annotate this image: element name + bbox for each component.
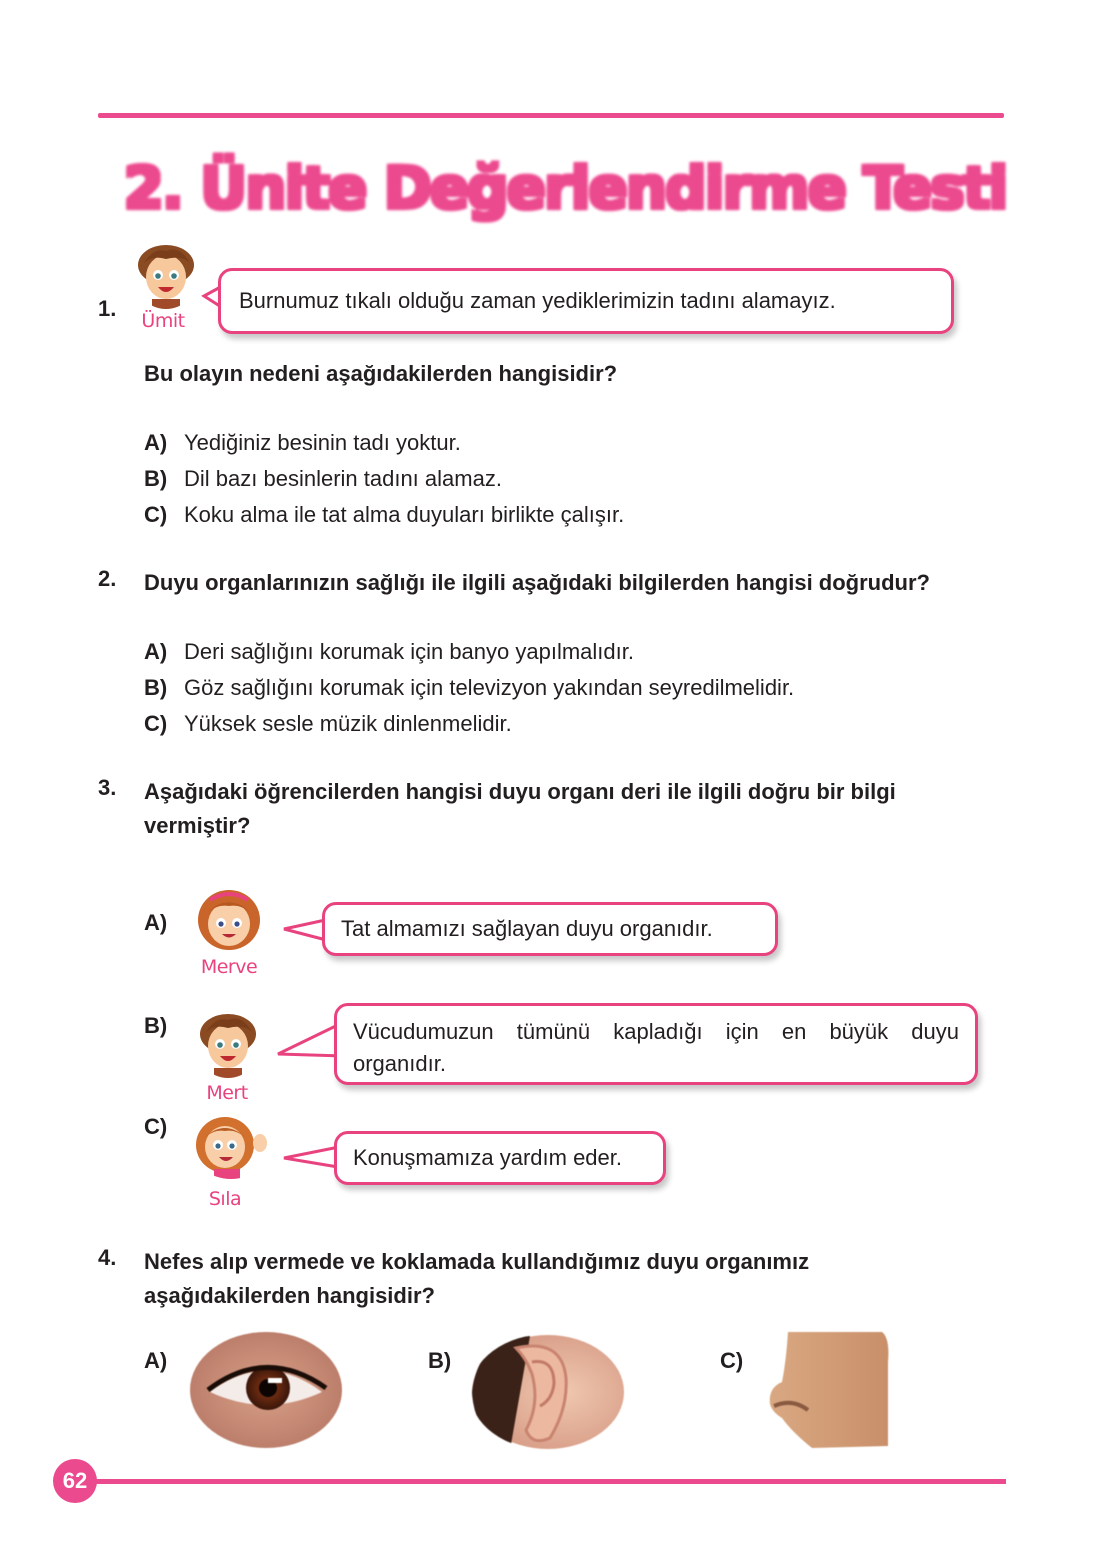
speech-bubble-merve bbox=[322, 902, 778, 956]
question-4-number: 4. bbox=[98, 1245, 117, 1270]
speaker-name-sila: Sıla bbox=[208, 1188, 242, 1210]
bottom-divider bbox=[92, 1479, 1006, 1484]
speech-bubble-sila bbox=[334, 1131, 666, 1185]
option-a[interactable]: A) Yediğiniz besinin tadı yoktur. bbox=[144, 430, 461, 455]
speech-text-line-1: Vücudumuzun tümünü kapladığı için en büyük duyu bbox=[353, 1019, 959, 1044]
question-1-prompt: Bu olayın nedeni aşağıdakilerden hangisidir? bbox=[144, 361, 618, 386]
eye-image[interactable] bbox=[188, 1330, 344, 1450]
speech-bubble-mert bbox=[334, 1003, 978, 1085]
waving-girl-avatar-icon bbox=[192, 1113, 270, 1179]
page-number-badge: 62 bbox=[53, 1459, 97, 1503]
speech-text: Konuşmamıza yardım eder. bbox=[353, 1145, 623, 1170]
option-b[interactable]: B) Göz sağlığını korumak için televizyon yakından seyredilmelidir. bbox=[144, 675, 795, 700]
option-b-label[interactable]: B) bbox=[144, 1013, 168, 1038]
speaker-name-merve: Merve bbox=[200, 956, 258, 978]
boy-avatar-icon bbox=[196, 1012, 260, 1078]
question-2-prompt: Duyu organlarınızın sağlığı ile ilgili aşağıdaki bilgilerden hangisi doğrudur? bbox=[144, 570, 930, 595]
speech-text-line-2: organıdır. bbox=[353, 1051, 446, 1076]
option-a-label[interactable]: A) bbox=[144, 910, 168, 935]
question-3-prompt: Aşağıdaki öğrencilerden hangisi duyu organı deri ile ilgili doğru bir bilgi vermiştir? bbox=[144, 779, 896, 838]
option-b[interactable]: B) Dil bazı besinlerin tadını alamaz. bbox=[144, 466, 502, 491]
speech-bubble-umit bbox=[218, 268, 954, 334]
speech-text: Tat almamızı sağlayan duyu organıdır. bbox=[341, 916, 713, 941]
option-c-label[interactable]: C) bbox=[720, 1348, 744, 1373]
top-divider bbox=[98, 113, 1004, 118]
speaker-name-umit: Ümit bbox=[141, 310, 185, 332]
page-title: 2. Ünite Değerlendirme Testi bbox=[123, 154, 1007, 222]
option-b-label[interactable]: B) bbox=[428, 1348, 452, 1373]
speaker-name-mert: Mert bbox=[206, 1082, 248, 1104]
question-1-number: 1. bbox=[98, 296, 117, 321]
option-c-label[interactable]: C) bbox=[144, 1114, 168, 1139]
girl-avatar-icon bbox=[196, 886, 262, 952]
question-1-options bbox=[144, 425, 624, 533]
option-a[interactable]: A) Deri sağlığını korumak için banyo yapılmalıdır. bbox=[144, 639, 634, 664]
option-c[interactable]: C) Yüksek sesle müzik dinlenmelidir. bbox=[144, 711, 512, 736]
question-2-options bbox=[144, 634, 794, 742]
option-c[interactable]: C) Koku alma ile tat alma duyuları birlikte çalışır. bbox=[144, 502, 625, 527]
question-3-number: 3. bbox=[98, 775, 117, 800]
option-a-label[interactable]: A) bbox=[144, 1348, 168, 1373]
question-4-prompt: Nefes alıp vermede ve koklamada kullandığımız duyu organımız aşağıdakilerden hangisidir? bbox=[144, 1249, 810, 1308]
boy-avatar-icon bbox=[134, 243, 198, 309]
ear-image[interactable] bbox=[470, 1334, 626, 1450]
nose-image[interactable] bbox=[762, 1332, 890, 1448]
speech-text: Burnumuz tıkalı olduğu zaman yediklerimizin tadını alamayız. bbox=[239, 288, 836, 313]
question-2-number: 2. bbox=[98, 566, 117, 591]
